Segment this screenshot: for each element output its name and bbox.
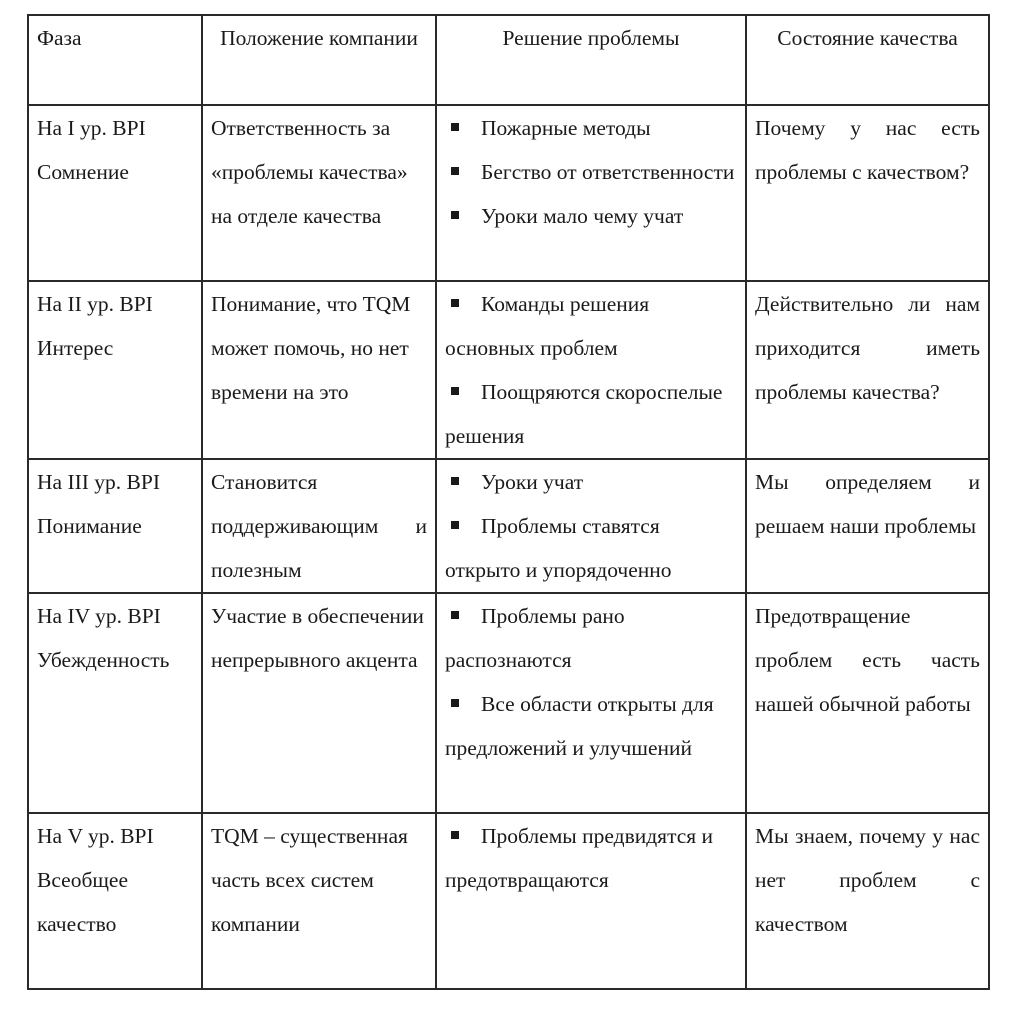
problem-solving-list [445,594,737,770]
problem-solving-list [445,106,737,238]
phase-cell [28,813,202,989]
problem-solving-cell [436,813,746,989]
phase-name: Интерес [37,336,114,360]
problem-solving-cell [436,105,746,281]
phase-level: На II ур. BPI [37,292,153,316]
quality-maturity-table [27,14,990,990]
list-item: Бегство от ответственности [445,150,737,194]
phase-cell [28,459,202,593]
header-phase: Фаза [28,15,202,105]
list-item: Проблемы предвидятся и предотвращаются [445,814,737,902]
quality-state-cell: Действительно ли нам приходится иметь проблемы качества? [746,281,989,459]
problem-solving-cell [436,281,746,459]
company-position-cell: Понимание, что TQM может помочь, но нет времени на это [202,281,436,459]
problem-solving-list [445,814,737,902]
problem-solving-cell [436,459,746,593]
table-row [28,105,989,281]
table-row [28,593,989,813]
phase-level: На I ур. BPI [37,116,146,140]
phase-cell [28,105,202,281]
list-item: Проблемы ставятся открыто и упорядоченно [445,504,737,592]
company-position-cell: TQM – существенная часть всех систем компании [202,813,436,989]
phase-level: На V ур. BPI [37,824,154,848]
list-item: Поощряются скороспелые решения [445,370,737,458]
phase-name: Убежденность [37,648,170,672]
phase-cell [28,593,202,813]
list-item: Уроки учат [445,460,737,504]
list-item: Пожарные методы [445,106,737,150]
header-quality-state: Состояние качества [746,15,989,105]
table-row [28,459,989,593]
problem-solving-list [445,460,737,592]
problem-solving-list [445,282,737,458]
quality-state-cell: Мы определяем и решаем наши проблемы [746,459,989,593]
quality-state-cell: Предотвращение проблем есть часть нашей обычной работы [746,593,989,813]
header-row [28,15,989,105]
phase-cell [28,281,202,459]
list-item: Команды решения основных проблем [445,282,737,370]
problem-solving-cell [436,593,746,813]
list-item: Все области открыты для предложений и улучшений [445,682,737,770]
phase-name: Сомнение [37,160,129,184]
company-position-cell: Ответственность за «проблемы качества» на отделе качества [202,105,436,281]
table-row [28,813,989,989]
phase-level: На IV ур. BPI [37,604,161,628]
phase-level: На III ур. BPI [37,470,161,494]
phase-name: Всеобщее качество [37,868,129,936]
table-row [28,281,989,459]
phase-name: Понимание [37,514,142,538]
quality-state-cell: Почему у нас есть проблемы с качеством? [746,105,989,281]
company-position-cell: Участие в обеспечении непрерывного акцента [202,593,436,813]
list-item: Уроки мало чему учат [445,194,737,238]
header-company-position: Положение компании [202,15,436,105]
header-problem-solving: Решение проблемы [436,15,746,105]
quality-state-cell: Мы знаем, почему у нас нет проблем с качеством [746,813,989,989]
list-item: Проблемы рано распознаются [445,594,737,682]
company-position-cell: Становится поддерживающим и полезным [202,459,436,593]
